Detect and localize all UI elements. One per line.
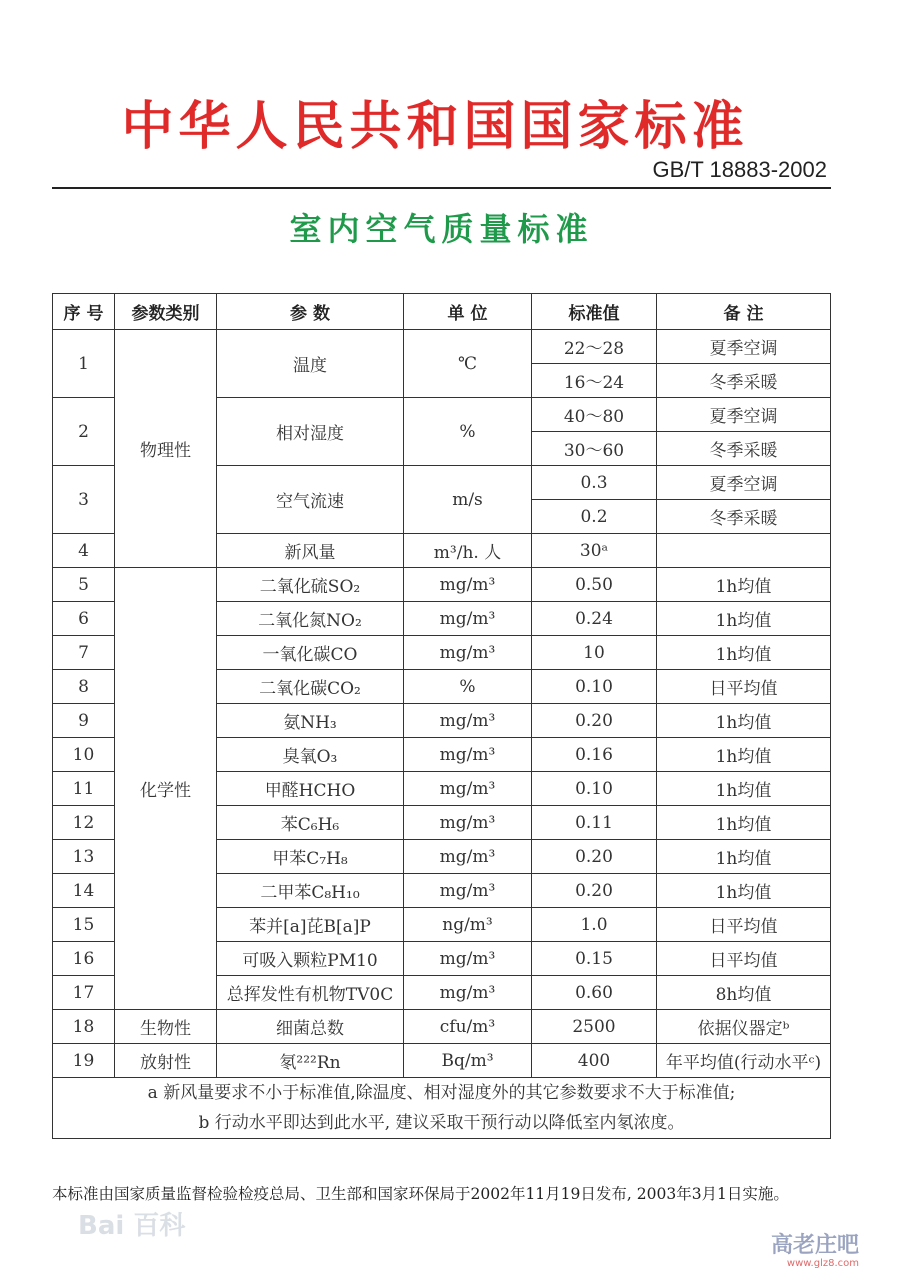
remark-cell: 日平均值: [657, 670, 831, 704]
row-number: 7: [53, 636, 115, 670]
row-number: 15: [53, 908, 115, 942]
value-cell: 0.16: [532, 738, 657, 772]
value-cell: 2500: [532, 1010, 657, 1044]
row-number: 13: [53, 840, 115, 874]
row-number: 17: [53, 976, 115, 1010]
parameter-cell: 空气流速: [217, 466, 404, 534]
unit-cell: %: [404, 670, 532, 704]
remark-cell: 冬季采暖: [657, 364, 831, 398]
standard-subtitle: 室内空气质量标准: [289, 210, 594, 248]
value-cell: 0.11: [532, 806, 657, 840]
value-cell: 0.20: [532, 704, 657, 738]
remark-cell: 年平均值(行动水平ᶜ): [657, 1044, 831, 1078]
unit-cell: mg/m³: [404, 636, 532, 670]
parameter-cell: 一氧化碳CO: [217, 636, 404, 670]
value-cell: 400: [532, 1044, 657, 1078]
row-number: 4: [53, 534, 115, 568]
unit-cell: cfu/m³: [404, 1010, 532, 1044]
unit-cell: mg/m³: [404, 874, 532, 908]
row-number: 8: [53, 670, 115, 704]
parameter-cell: 新风量: [217, 534, 404, 568]
unit-cell: mg/m³: [404, 942, 532, 976]
parameter-cell: 细菌总数: [217, 1010, 404, 1044]
unit-cell: %: [404, 398, 532, 466]
row-number: 11: [53, 772, 115, 806]
parameter-cell: 二氧化硫SO₂: [217, 568, 404, 602]
value-cell: 22～28: [532, 330, 657, 364]
row-number: 16: [53, 942, 115, 976]
row-number: 9: [53, 704, 115, 738]
row-number: 2: [53, 398, 115, 466]
row-number: 19: [53, 1044, 115, 1078]
parameter-cell: 甲苯C₇H₈: [217, 840, 404, 874]
remark-cell: [657, 534, 831, 568]
remark-cell: 1h均值: [657, 738, 831, 772]
unit-cell: mg/m³: [404, 704, 532, 738]
remark-cell: 1h均值: [657, 636, 831, 670]
value-cell: 30～60: [532, 432, 657, 466]
site-watermark: 高老庄吧: [770, 1233, 859, 1258]
unit-cell: mg/m³: [404, 602, 532, 636]
row-number: 12: [53, 806, 115, 840]
value-cell: 0.15: [532, 942, 657, 976]
header-standard-value: 标准值: [532, 294, 657, 330]
parameter-cell: 臭氧O₃: [217, 738, 404, 772]
category-cell: 生物性: [115, 1010, 217, 1044]
parameter-cell: 苯并[a]芘B[a]P: [217, 908, 404, 942]
header-parameter: 参 数: [217, 294, 404, 330]
remark-cell: 依据仪器定ᵇ: [657, 1010, 831, 1044]
parameter-cell: 甲醛HCHO: [217, 772, 404, 806]
parameter-cell: 二氧化碳CO₂: [217, 670, 404, 704]
remark-cell: 8h均值: [657, 976, 831, 1010]
standard-title: 中华人民共和国国家标准: [121, 97, 749, 157]
unit-cell: m³/h. 人: [404, 534, 532, 568]
remark-cell: 1h均值: [657, 772, 831, 806]
category-cell: 化学性: [115, 568, 217, 1010]
row-number: 1: [53, 330, 115, 398]
unit-cell: mg/m³: [404, 806, 532, 840]
remark-cell: 冬季采暖: [657, 500, 831, 534]
unit-cell: mg/m³: [404, 568, 532, 602]
value-cell: 0.10: [532, 670, 657, 704]
value-cell: 0.10: [532, 772, 657, 806]
remark-cell: 夏季空调: [657, 466, 831, 500]
parameter-cell: 二氧化氮NO₂: [217, 602, 404, 636]
value-cell: 1.0: [532, 908, 657, 942]
parameter-cell: 总挥发性有机物TV0C: [217, 976, 404, 1010]
row-number: 18: [53, 1010, 115, 1044]
parameter-cell: 温度: [217, 330, 404, 398]
header-no: 序 号: [53, 294, 115, 330]
unit-cell: ng/m³: [404, 908, 532, 942]
standard-table: [52, 293, 831, 1139]
parameter-cell: 氡²²²Rn: [217, 1044, 404, 1078]
unit-cell: m/s: [404, 466, 532, 534]
publication-footer: 本标准由国家质量监督检验检疫总局、卫生部和国家环保局于2002年11月19日发布, 2003年3月1日实施。: [52, 1185, 789, 1203]
parameter-cell: 相对湿度: [217, 398, 404, 466]
notes-row: [53, 1078, 831, 1139]
category-cell: 物理性: [115, 330, 217, 568]
remark-cell: 1h均值: [657, 840, 831, 874]
value-cell: 0.2: [532, 500, 657, 534]
header-unit: 单 位: [404, 294, 532, 330]
baidu-watermark: Bai 百科: [78, 1211, 186, 1241]
remark-cell: 冬季采暖: [657, 432, 831, 466]
note-b: b 行动水平即达到此水平, 建议采取干预行动以降低室内氡浓度。: [198, 1113, 685, 1133]
value-cell: 0.3: [532, 466, 657, 500]
header-divider: [52, 187, 831, 189]
value-cell: 40～80: [532, 398, 657, 432]
table-row: [53, 330, 831, 364]
value-cell: 0.24: [532, 602, 657, 636]
standard-code: GB/T 18883-2002: [652, 157, 827, 182]
row-number: 3: [53, 466, 115, 534]
notes-cell: [53, 1078, 831, 1139]
table-row: [53, 568, 831, 602]
remark-cell: 夏季空调: [657, 330, 831, 364]
remark-cell: 1h均值: [657, 602, 831, 636]
row-number: 5: [53, 568, 115, 602]
remark-cell: 夏季空调: [657, 398, 831, 432]
unit-cell: mg/m³: [404, 772, 532, 806]
unit-cell: ℃: [404, 330, 532, 398]
table-header-row: [53, 294, 831, 330]
value-cell: 30ᵃ: [532, 534, 657, 568]
parameter-cell: 苯C₆H₆: [217, 806, 404, 840]
value-cell: 0.20: [532, 840, 657, 874]
parameter-cell: 氨NH₃: [217, 704, 404, 738]
value-cell: 0.20: [532, 874, 657, 908]
table-row: [53, 1044, 831, 1078]
header-category: 参数类别: [115, 294, 217, 330]
unit-cell: mg/m³: [404, 976, 532, 1010]
row-number: 14: [53, 874, 115, 908]
remark-cell: 日平均值: [657, 908, 831, 942]
remark-cell: 日平均值: [657, 942, 831, 976]
value-cell: 0.60: [532, 976, 657, 1010]
table-row: [53, 1010, 831, 1044]
note-a: a 新风量要求不小于标准值,除温度、相对湿度外的其它参数要求不大于标准值;: [147, 1083, 736, 1103]
category-cell: 放射性: [115, 1044, 217, 1078]
remark-cell: 1h均值: [657, 568, 831, 602]
remark-cell: 1h均值: [657, 874, 831, 908]
remark-cell: 1h均值: [657, 704, 831, 738]
site-url-watermark: www.glz8.com: [786, 1258, 859, 1269]
value-cell: 0.50: [532, 568, 657, 602]
parameter-cell: 二甲苯C₈H₁₀: [217, 874, 404, 908]
value-cell: 10: [532, 636, 657, 670]
value-cell: 16～24: [532, 364, 657, 398]
unit-cell: mg/m³: [404, 738, 532, 772]
unit-cell: Bq/m³: [404, 1044, 532, 1078]
parameter-cell: 可吸入颗粒PM10: [217, 942, 404, 976]
row-number: 6: [53, 602, 115, 636]
header-remarks: 备 注: [657, 294, 831, 330]
remark-cell: 1h均值: [657, 806, 831, 840]
row-number: 10: [53, 738, 115, 772]
unit-cell: mg/m³: [404, 840, 532, 874]
